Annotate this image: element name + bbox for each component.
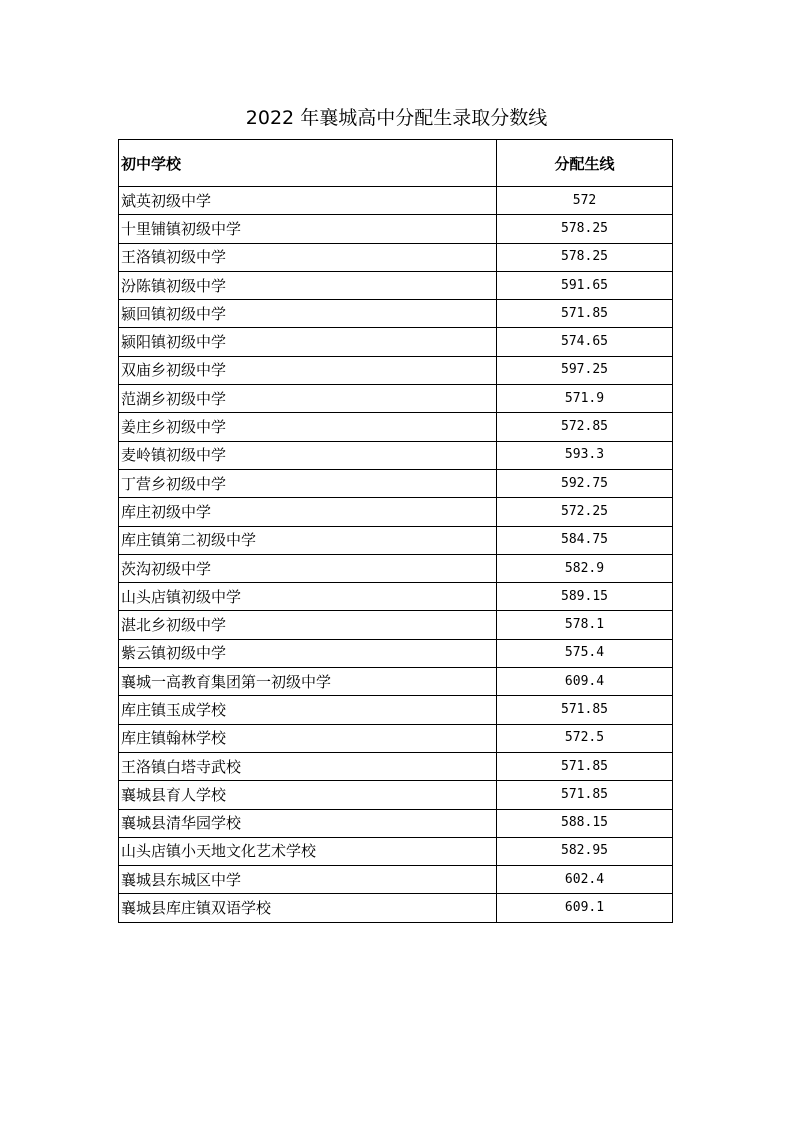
table-row xyxy=(119,187,673,215)
table-row xyxy=(119,611,673,639)
score-cell: 597.25 xyxy=(497,356,673,384)
school-name-cell: 襄城县东城区中学 xyxy=(119,866,497,894)
school-name-cell: 山头店镇小天地文化艺术学校 xyxy=(119,837,497,865)
school-name-cell: 颍阳镇初级中学 xyxy=(119,328,497,356)
table-row xyxy=(119,781,673,809)
score-cell: 589.15 xyxy=(497,583,673,611)
school-name-cell: 斌英初级中学 xyxy=(119,187,497,215)
table-row xyxy=(119,385,673,413)
school-name-cell: 王洛镇初级中学 xyxy=(119,243,497,271)
table-row xyxy=(119,668,673,696)
score-cell: 572.5 xyxy=(497,724,673,752)
score-cell: 571.9 xyxy=(497,385,673,413)
school-name-cell: 湛北乡初级中学 xyxy=(119,611,497,639)
table-row xyxy=(119,752,673,780)
score-table xyxy=(118,139,673,923)
score-cell: 582.9 xyxy=(497,554,673,582)
score-cell: 575.4 xyxy=(497,639,673,667)
table-row xyxy=(119,583,673,611)
table-row xyxy=(119,639,673,667)
score-cell: 571.85 xyxy=(497,752,673,780)
school-name-cell: 紫云镇初级中学 xyxy=(119,639,497,667)
school-name-cell: 丁营乡初级中学 xyxy=(119,469,497,497)
score-cell: 582.95 xyxy=(497,837,673,865)
score-cell: 592.75 xyxy=(497,469,673,497)
score-cell: 572.85 xyxy=(497,413,673,441)
table-row xyxy=(119,469,673,497)
score-cell: 571.85 xyxy=(497,696,673,724)
score-cell: 591.65 xyxy=(497,271,673,299)
table-body xyxy=(119,187,673,923)
score-cell: 584.75 xyxy=(497,526,673,554)
table-row xyxy=(119,271,673,299)
score-cell: 609.4 xyxy=(497,668,673,696)
school-name-cell: 库庄镇翰林学校 xyxy=(119,724,497,752)
school-name-cell: 襄城县育人学校 xyxy=(119,781,497,809)
score-cell: 571.85 xyxy=(497,300,673,328)
table-row xyxy=(119,413,673,441)
table-header-row xyxy=(119,140,673,187)
score-cell: 609.1 xyxy=(497,894,673,922)
score-cell: 572.25 xyxy=(497,498,673,526)
table-row xyxy=(119,724,673,752)
school-name-cell: 山头店镇初级中学 xyxy=(119,583,497,611)
table-row xyxy=(119,300,673,328)
score-cell: 574.65 xyxy=(497,328,673,356)
school-name-cell: 十里铺镇初级中学 xyxy=(119,215,497,243)
school-name-cell: 库庄初级中学 xyxy=(119,498,497,526)
school-name-cell: 茨沟初级中学 xyxy=(119,554,497,582)
school-name-cell: 范湖乡初级中学 xyxy=(119,385,497,413)
table-row xyxy=(119,243,673,271)
score-cell: 578.1 xyxy=(497,611,673,639)
score-cell: 578.25 xyxy=(497,243,673,271)
table-row xyxy=(119,837,673,865)
table-row xyxy=(119,696,673,724)
table-row xyxy=(119,809,673,837)
score-cell: 578.25 xyxy=(497,215,673,243)
table-row xyxy=(119,441,673,469)
school-name-cell: 汾陈镇初级中学 xyxy=(119,271,497,299)
table-row xyxy=(119,498,673,526)
school-name-cell: 王洛镇白塔寺武校 xyxy=(119,752,497,780)
school-name-cell: 双庙乡初级中学 xyxy=(119,356,497,384)
school-name-cell: 襄城一高教育集团第一初级中学 xyxy=(119,668,497,696)
document-title: 2022 年襄城高中分配生录取分数线 xyxy=(245,107,548,129)
table-row xyxy=(119,894,673,922)
column-header-school: 初中学校 xyxy=(119,140,497,187)
school-name-cell: 库庄镇玉成学校 xyxy=(119,696,497,724)
column-header-score: 分配生线 xyxy=(497,140,673,187)
table-row xyxy=(119,526,673,554)
school-name-cell: 颍回镇初级中学 xyxy=(119,300,497,328)
score-cell: 593.3 xyxy=(497,441,673,469)
school-name-cell: 库庄镇第二初级中学 xyxy=(119,526,497,554)
score-cell: 571.85 xyxy=(497,781,673,809)
score-cell: 572 xyxy=(497,187,673,215)
school-name-cell: 姜庄乡初级中学 xyxy=(119,413,497,441)
school-name-cell: 襄城县清华园学校 xyxy=(119,809,497,837)
table-row xyxy=(119,866,673,894)
table-row xyxy=(119,328,673,356)
school-name-cell: 麦岭镇初级中学 xyxy=(119,441,497,469)
score-cell: 602.4 xyxy=(497,866,673,894)
score-cell: 588.15 xyxy=(497,809,673,837)
table-row xyxy=(119,215,673,243)
table-row xyxy=(119,554,673,582)
school-name-cell: 襄城县库庄镇双语学校 xyxy=(119,894,497,922)
table-row xyxy=(119,356,673,384)
